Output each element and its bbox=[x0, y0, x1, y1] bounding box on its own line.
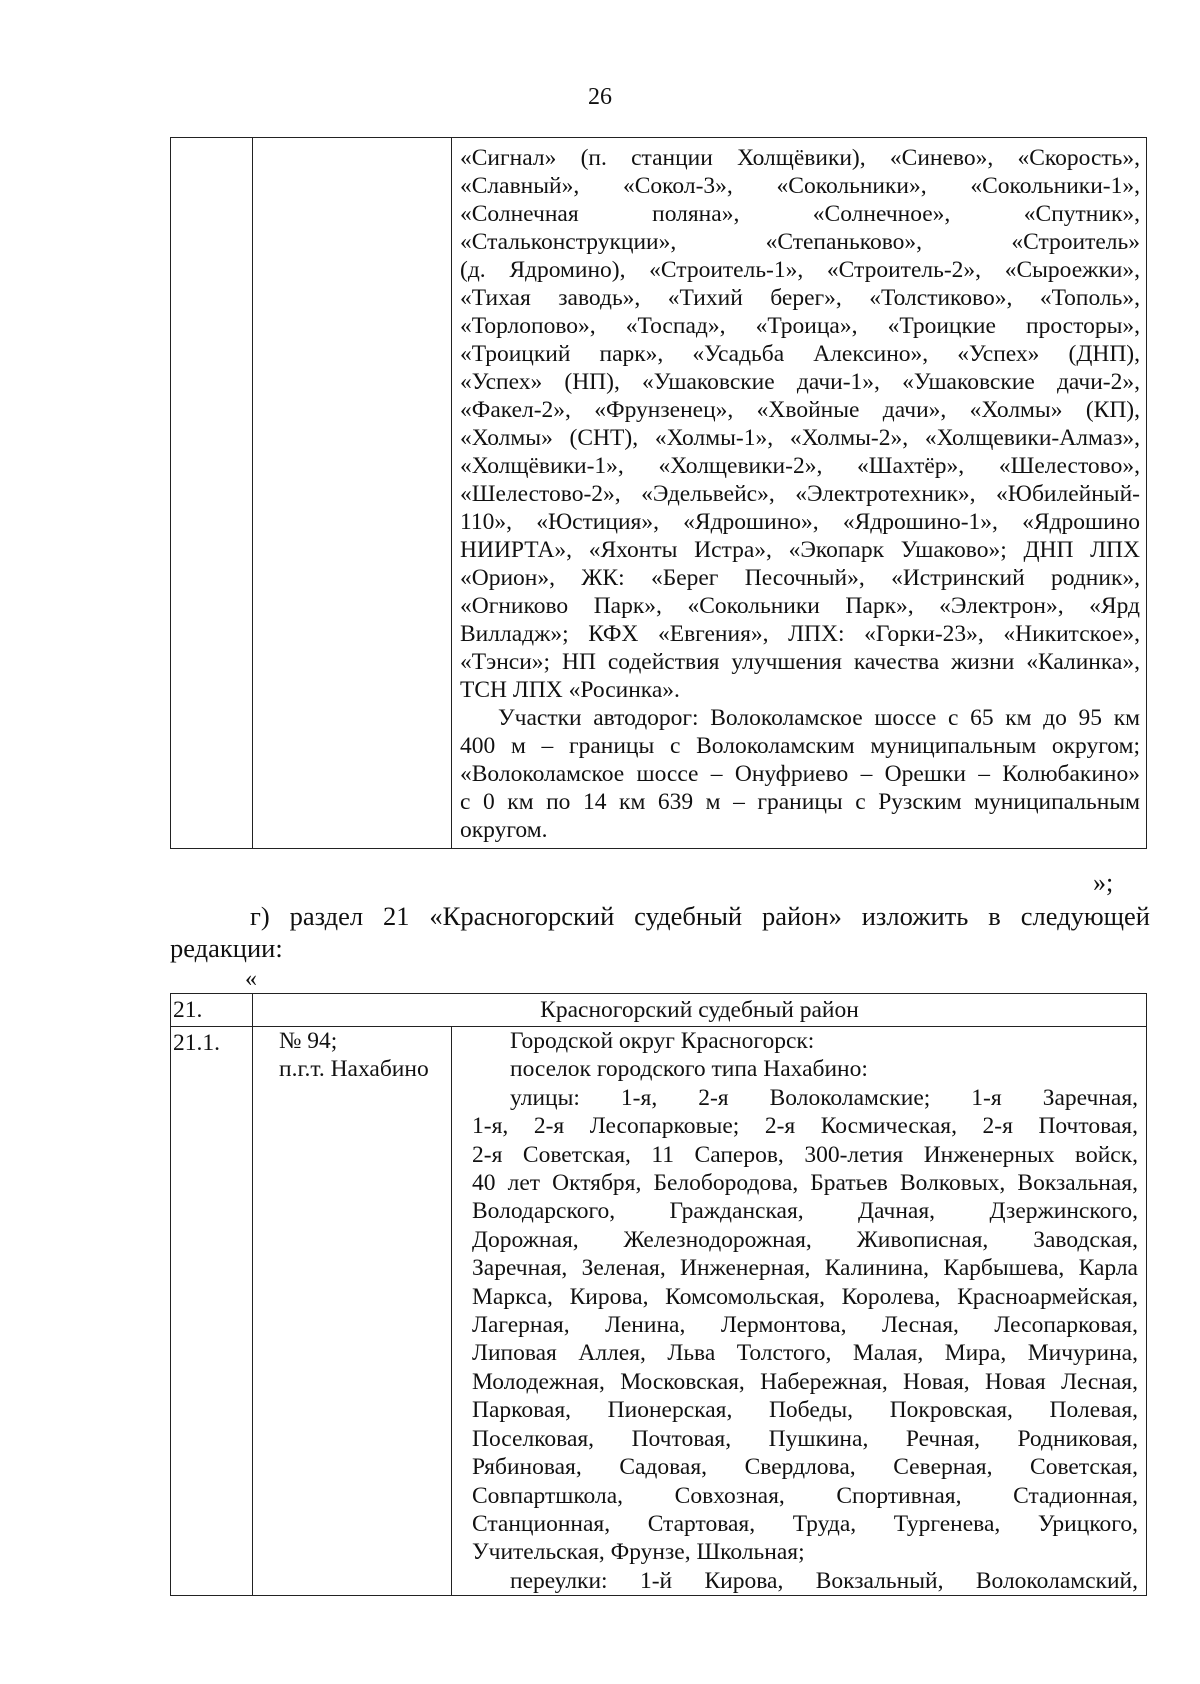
court-location: п.г.т. Нахабино bbox=[279, 1056, 429, 1082]
text-line: ТСН ЛПХ «Росинка». bbox=[460, 677, 680, 703]
text-line: «Орион», ЖК: «Берег Песочный», «Истринский родник», bbox=[460, 565, 1140, 591]
territory-cell bbox=[452, 138, 1147, 849]
amendment-line: г) раздел 21 «Красногорский судебный район» изложить в следующей bbox=[250, 901, 1150, 931]
text-line: «Троицкий парк», «Усадьба Алексино», «Успех» (ДНП), bbox=[460, 341, 1140, 367]
text-line: Заречная, Зеленая, Инженерная, Калинина, Карбышева, Карла bbox=[472, 1255, 1138, 1282]
text-line: переулки: 1-й Кирова, Вокзальный, Волоколамский, bbox=[510, 1567, 1138, 1594]
text-line: «Холщёвики-1», «Холщевики-2», «Шахтёр», «Шелестово», bbox=[460, 453, 1140, 479]
text-line: Володарского, Гражданская, Дачная, Дзержинского, bbox=[472, 1198, 1138, 1225]
text-line: «Торлопово», «Тоспад», «Троица», «Троицкие просторы», bbox=[460, 313, 1140, 339]
text-line: Молодежная, Московская, Набережная, Новая, Новая Лесная, bbox=[472, 1368, 1138, 1395]
roads-line: округом. bbox=[460, 817, 548, 843]
text-line: Поселковая, Почтовая, Пушкина, Речная, Родниковая, bbox=[472, 1425, 1138, 1452]
roads-line: Участки автодорог: Волоколамское шоссе с 65 км до 95 км bbox=[498, 705, 1140, 731]
text-line: НИИРТА», «Яхонты Истра», «Экопарк Ушаково»; ДНП ЛПХ bbox=[460, 537, 1140, 563]
text-line: «Успех» (НП), «Ушаковские дачи-1», «Ушаковские дачи-2», bbox=[460, 369, 1140, 395]
text-line: Дорожная, Железнодорожная, Живописная, Заводская, bbox=[472, 1226, 1138, 1253]
section-title: Красногорский судебный район bbox=[253, 994, 1147, 1027]
text-line: Лагерная, Ленина, Лермонтова, Лесная, Лесопарковая, bbox=[472, 1312, 1138, 1339]
row-number: 21.1. bbox=[171, 1027, 253, 1596]
text-line: «Холмы» (СНТ), «Холмы-1», «Холмы-2», «Холщевики-Алмаз», bbox=[460, 425, 1140, 451]
table-row bbox=[171, 138, 1147, 849]
text-line: 110», «Юстиция», «Ядрошино», «Ядрошино-1», «Ядрошино bbox=[460, 509, 1140, 535]
text-line: «Огниково Парк», «Сокольники Парк», «Электрон», «Ярд bbox=[460, 593, 1140, 619]
table-row bbox=[171, 1027, 1147, 1596]
text-line: «Славный», «Сокол-3», «Сокольники», «Сокольники-1», bbox=[460, 173, 1140, 199]
text-line: Учительская, Фрунзе, Школьная; bbox=[472, 1539, 805, 1566]
text-line: улицы: 1-я, 2-я Волоколамские; 1-я Заречная, bbox=[510, 1084, 1138, 1111]
text-line: Липовая Аллея, Льва Толстого, Малая, Мира, Мичурина, bbox=[472, 1340, 1138, 1367]
section-number: 21. bbox=[171, 994, 253, 1027]
text-line: «Шелестово-2», «Эдельвейс», «Электротехник», «Юбилейный- bbox=[460, 481, 1140, 507]
text-line: «Тэнси»; НП содействия улучшения качества жизни «Калинка», bbox=[460, 649, 1140, 675]
roads-line: «Волоколамское шоссе – Онуфриево – Орешки – Колюбакино» bbox=[460, 761, 1140, 787]
opening-quote: « bbox=[245, 966, 257, 992]
empty-number-cell bbox=[171, 138, 253, 849]
text-line: Рябиновая, Садовая, Свердлова, Северная, Советская, bbox=[472, 1454, 1138, 1481]
text-line: 1-я, 2-я Лесопарковые; 2-я Космическая, 2-я Почтовая, bbox=[472, 1113, 1138, 1140]
amendment-paragraph bbox=[170, 900, 1150, 964]
text-line: Городской округ Красногорск: bbox=[510, 1028, 815, 1054]
text-line: (д. Ядромино), «Строитель-1», «Строитель-2», «Сыроежки», bbox=[460, 257, 1140, 283]
text-line: Совпартшкола, Совхозная, Спортивная, Стадионная, bbox=[472, 1482, 1138, 1509]
text-line: поселок городского типа Нахабино: bbox=[510, 1056, 868, 1083]
court-cell bbox=[253, 1027, 452, 1596]
table-row bbox=[171, 994, 1147, 1027]
court-number: № 94; bbox=[279, 1028, 338, 1054]
text-line: «Сигнал» (п. станции Холщёвики), «Синево», «Скорость», bbox=[460, 145, 1140, 171]
amendment-line: редакции: bbox=[170, 933, 283, 963]
roads-line: с 0 км по 14 км 639 м – границы с Рузским муниципальным bbox=[460, 789, 1140, 815]
text-line: Станционная, Стартовая, Труда, Тургенева, Урицкого, bbox=[472, 1510, 1138, 1537]
empty-court-cell bbox=[253, 138, 452, 849]
text-line: 2-я Советская, 11 Саперов, 300-летия Инженерных войск, bbox=[472, 1141, 1138, 1168]
text-line: 40 лет Октября, Белобородова, Братьев Волковых, Вокзальная, bbox=[472, 1170, 1138, 1197]
text-line: Маркса, Кирова, Комсомольская, Королева, Красноармейская, bbox=[472, 1283, 1138, 1310]
text-line: «Факел-2», «Фрунзенец», «Хвойные дачи», «Холмы» (КП), bbox=[460, 397, 1140, 423]
text-line: Парковая, Пионерская, Победы, Покровская, Полевая, bbox=[472, 1397, 1138, 1424]
text-line: «Тихая заводь», «Тихий берег», «Толстиково», «Тополь», bbox=[460, 285, 1140, 311]
text-line: «Стальконструкции», «Степаньково», «Строитель» bbox=[460, 229, 1140, 255]
text-line: «Солнечная поляна», «Солнечное», «Спутник», bbox=[460, 201, 1140, 227]
court-district-table bbox=[170, 993, 1147, 1596]
continued-table bbox=[170, 137, 1147, 849]
page-number: 26 bbox=[588, 84, 612, 110]
territory-cell bbox=[452, 1027, 1147, 1596]
closing-quote: »; bbox=[1093, 868, 1114, 897]
roads-line: 400 м – границы с Волоколамским муниципальным округом; bbox=[460, 733, 1140, 759]
text-line: Вилладж»; КФХ «Евгения», ЛПХ: «Горки-23», «Никитское», bbox=[460, 621, 1140, 647]
